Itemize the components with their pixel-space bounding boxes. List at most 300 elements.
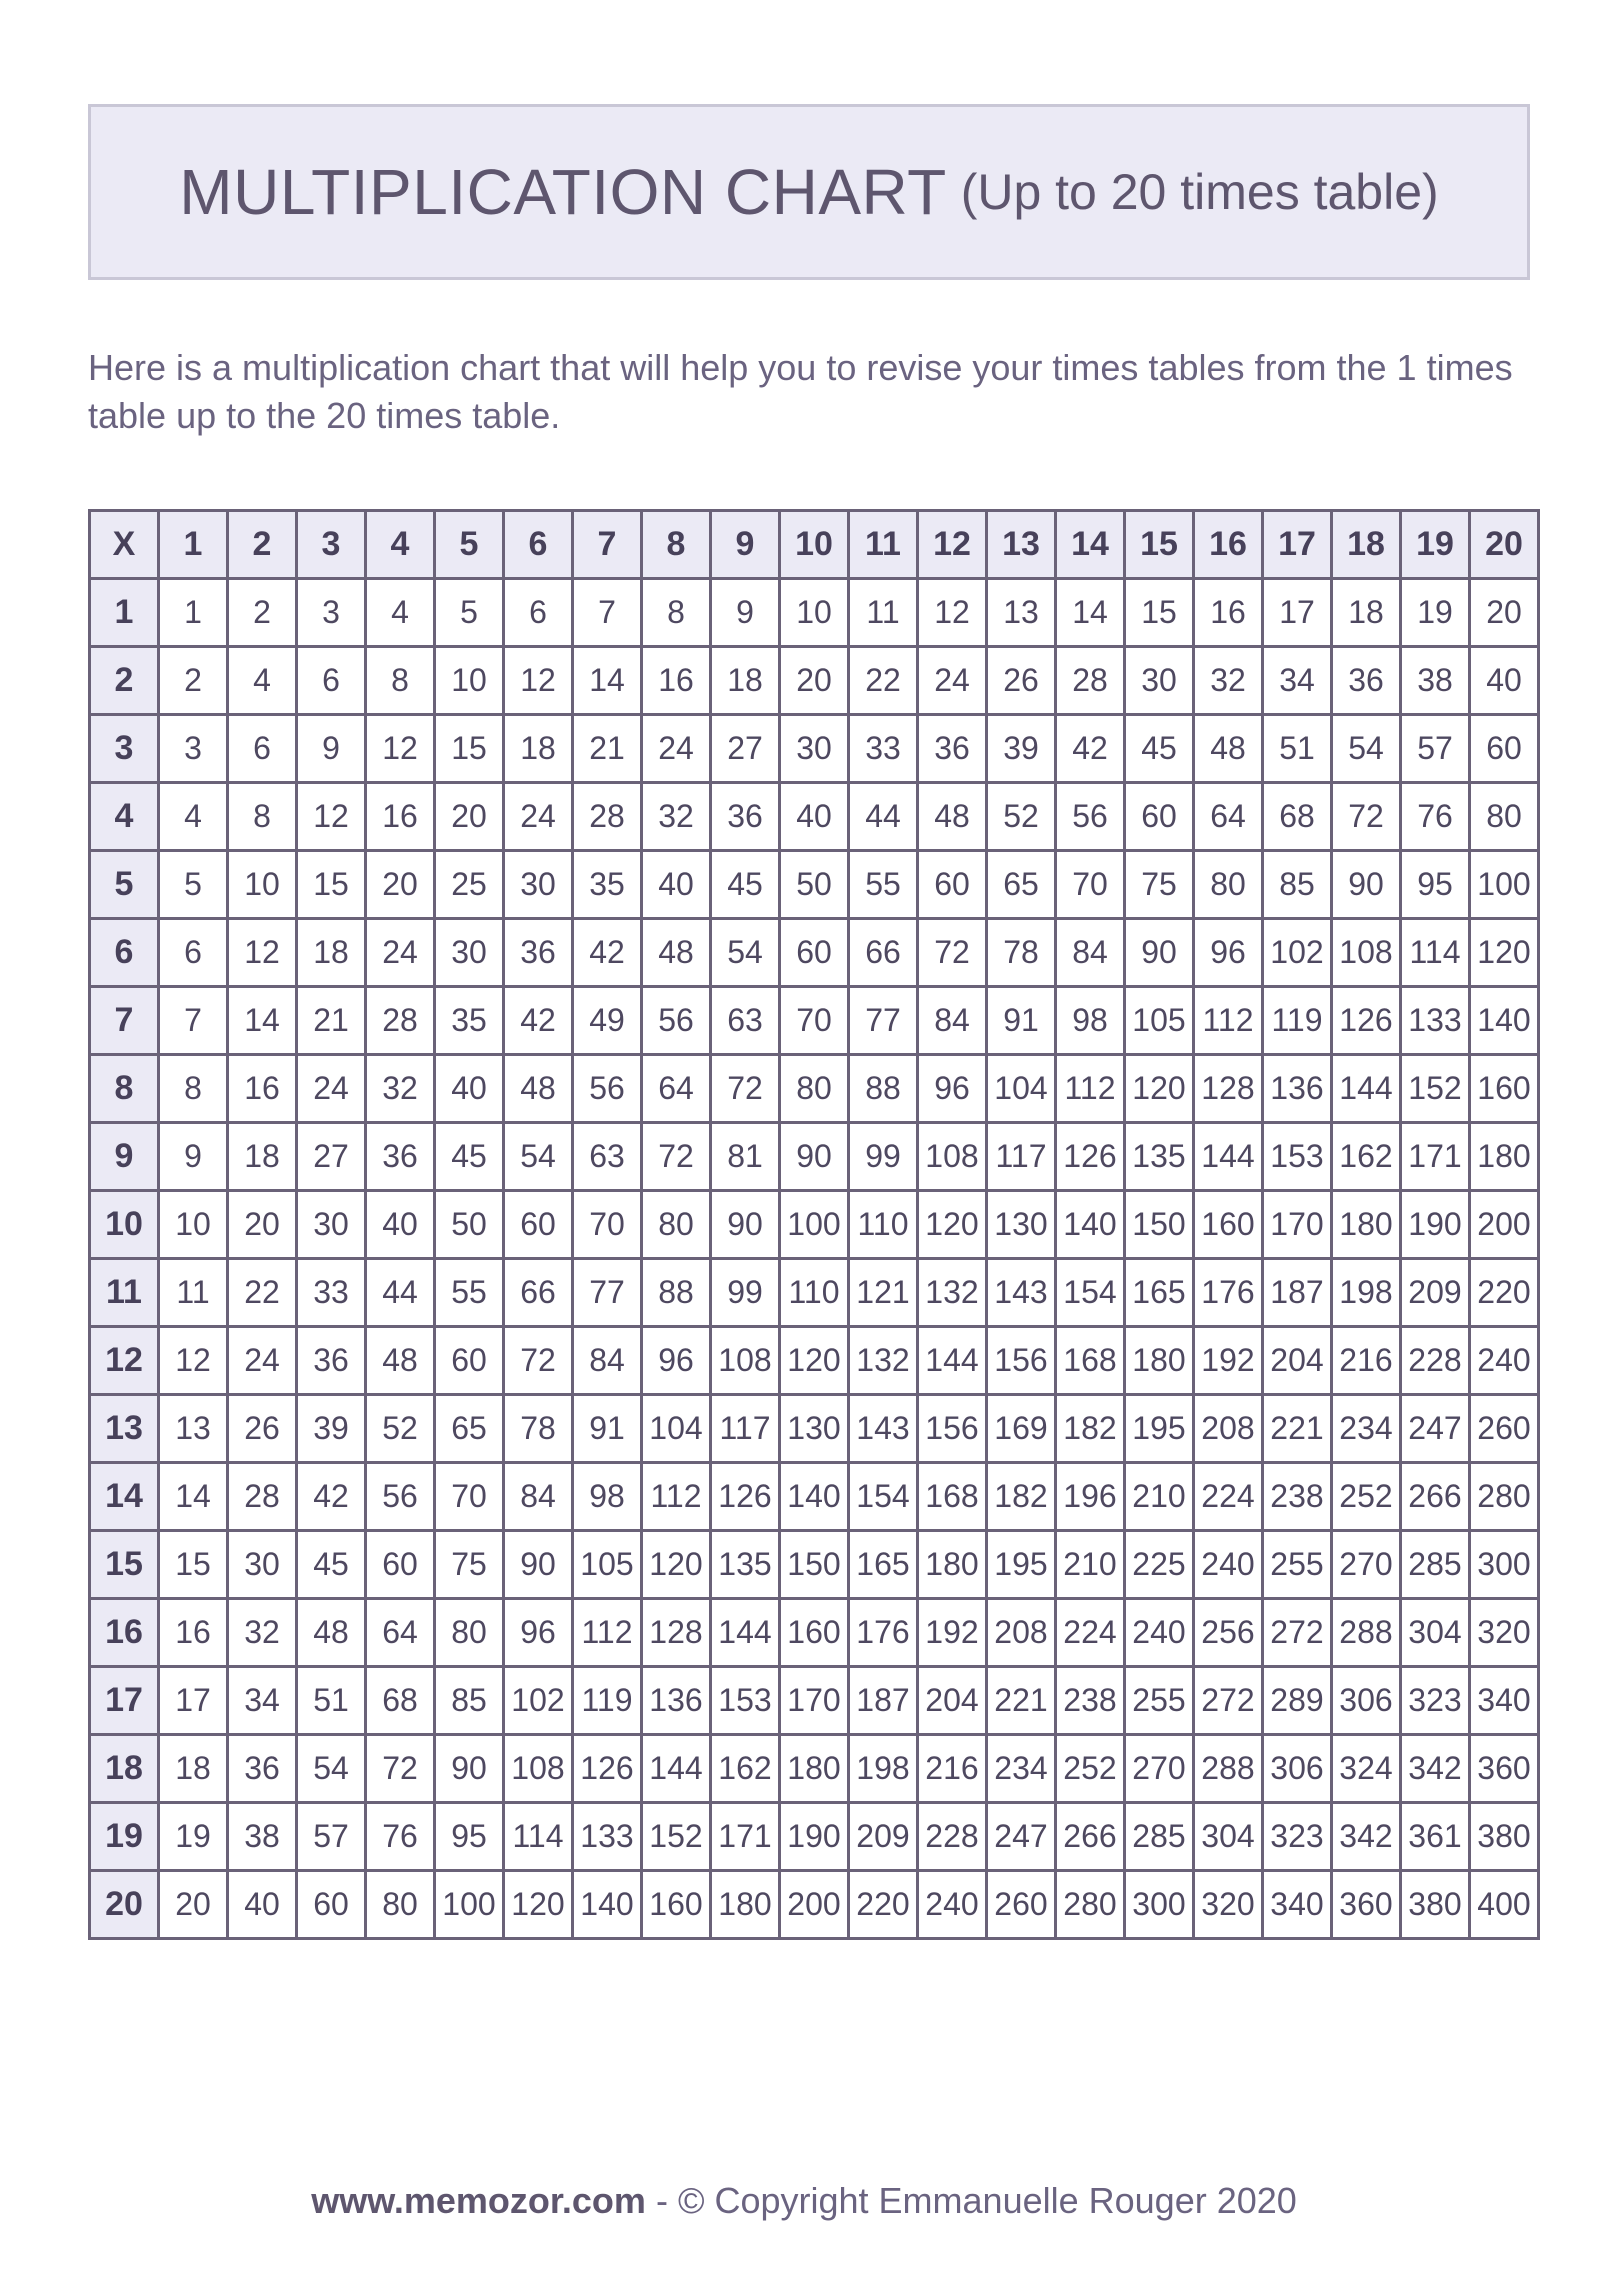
product-cell: 270 [1125, 1735, 1194, 1803]
product-cell: 216 [1332, 1327, 1401, 1395]
product-cell: 36 [1332, 647, 1401, 715]
product-cell: 144 [918, 1327, 987, 1395]
product-cell: 56 [642, 987, 711, 1055]
product-cell: 75 [1125, 851, 1194, 919]
product-cell: 170 [780, 1667, 849, 1735]
product-cell: 400 [1470, 1871, 1539, 1939]
column-header: 16 [1194, 511, 1263, 579]
product-cell: 39 [987, 715, 1056, 783]
product-cell: 54 [504, 1123, 573, 1191]
product-cell: 169 [987, 1395, 1056, 1463]
product-cell: 114 [1401, 919, 1470, 987]
product-cell: 80 [1470, 783, 1539, 851]
product-cell: 90 [435, 1735, 504, 1803]
product-cell: 3 [297, 579, 366, 647]
product-cell: 72 [366, 1735, 435, 1803]
product-cell: 40 [780, 783, 849, 851]
product-cell: 57 [297, 1803, 366, 1871]
product-cell: 2 [159, 647, 228, 715]
product-cell: 40 [435, 1055, 504, 1123]
table-row [90, 1667, 1539, 1735]
product-cell: 84 [504, 1463, 573, 1531]
column-header: 8 [642, 511, 711, 579]
product-cell: 80 [1194, 851, 1263, 919]
product-cell: 60 [504, 1191, 573, 1259]
product-cell: 12 [297, 783, 366, 851]
product-cell: 152 [1401, 1055, 1470, 1123]
product-cell: 2 [228, 579, 297, 647]
product-cell: 300 [1125, 1871, 1194, 1939]
product-cell: 190 [1401, 1191, 1470, 1259]
product-cell: 140 [573, 1871, 642, 1939]
product-cell: 100 [435, 1871, 504, 1939]
product-cell: 182 [987, 1463, 1056, 1531]
product-cell: 170 [1263, 1191, 1332, 1259]
product-cell: 228 [1401, 1327, 1470, 1395]
product-cell: 50 [435, 1191, 504, 1259]
product-cell: 52 [366, 1395, 435, 1463]
product-cell: 64 [1194, 783, 1263, 851]
product-cell: 63 [711, 987, 780, 1055]
product-cell: 36 [297, 1327, 366, 1395]
product-cell: 228 [918, 1803, 987, 1871]
product-cell: 209 [1401, 1259, 1470, 1327]
product-cell: 180 [1332, 1191, 1401, 1259]
product-cell: 12 [159, 1327, 228, 1395]
product-cell: 36 [918, 715, 987, 783]
product-cell: 17 [1263, 579, 1332, 647]
product-cell: 95 [1401, 851, 1470, 919]
product-cell: 153 [1263, 1123, 1332, 1191]
row-header: 15 [90, 1531, 159, 1599]
product-cell: 180 [918, 1531, 987, 1599]
table-row [90, 1735, 1539, 1803]
product-cell: 65 [987, 851, 1056, 919]
product-cell: 192 [1194, 1327, 1263, 1395]
table-row [90, 715, 1539, 783]
product-cell: 6 [297, 647, 366, 715]
product-cell: 100 [780, 1191, 849, 1259]
column-header: 18 [1332, 511, 1401, 579]
product-cell: 98 [573, 1463, 642, 1531]
product-cell: 24 [504, 783, 573, 851]
product-cell: 68 [1263, 783, 1332, 851]
product-cell: 20 [435, 783, 504, 851]
column-header: 3 [297, 511, 366, 579]
product-cell: 35 [435, 987, 504, 1055]
product-cell: 112 [1056, 1055, 1125, 1123]
product-cell: 63 [573, 1123, 642, 1191]
product-cell: 20 [1470, 579, 1539, 647]
product-cell: 108 [918, 1123, 987, 1191]
product-cell: 56 [366, 1463, 435, 1531]
table-row [90, 1871, 1539, 1939]
product-cell: 306 [1263, 1735, 1332, 1803]
product-cell: 361 [1401, 1803, 1470, 1871]
product-cell: 15 [297, 851, 366, 919]
product-cell: 48 [366, 1327, 435, 1395]
product-cell: 9 [711, 579, 780, 647]
product-cell: 120 [780, 1327, 849, 1395]
product-cell: 252 [1332, 1463, 1401, 1531]
product-cell: 42 [573, 919, 642, 987]
product-cell: 96 [642, 1327, 711, 1395]
product-cell: 208 [987, 1599, 1056, 1667]
product-cell: 216 [918, 1735, 987, 1803]
column-header: 4 [366, 511, 435, 579]
product-cell: 165 [1125, 1259, 1194, 1327]
product-cell: 66 [849, 919, 918, 987]
product-cell: 280 [1056, 1871, 1125, 1939]
product-cell: 15 [159, 1531, 228, 1599]
product-cell: 34 [1263, 647, 1332, 715]
product-cell: 130 [987, 1191, 1056, 1259]
table-row [90, 1531, 1539, 1599]
product-cell: 108 [711, 1327, 780, 1395]
column-header: 9 [711, 511, 780, 579]
product-cell: 14 [573, 647, 642, 715]
product-cell: 130 [780, 1395, 849, 1463]
product-cell: 102 [1263, 919, 1332, 987]
product-cell: 64 [642, 1055, 711, 1123]
product-cell: 220 [1470, 1259, 1539, 1327]
row-header: 11 [90, 1259, 159, 1327]
footer-site: www.memozor.com [311, 2180, 646, 2221]
product-cell: 8 [366, 647, 435, 715]
product-cell: 60 [297, 1871, 366, 1939]
product-cell: 25 [435, 851, 504, 919]
product-cell: 14 [159, 1463, 228, 1531]
product-cell: 140 [1056, 1191, 1125, 1259]
column-header: 12 [918, 511, 987, 579]
product-cell: 26 [987, 647, 1056, 715]
product-cell: 35 [573, 851, 642, 919]
product-cell: 72 [504, 1327, 573, 1395]
product-cell: 272 [1194, 1667, 1263, 1735]
product-cell: 380 [1401, 1871, 1470, 1939]
product-cell: 132 [849, 1327, 918, 1395]
product-cell: 144 [1332, 1055, 1401, 1123]
product-cell: 144 [1194, 1123, 1263, 1191]
product-cell: 8 [228, 783, 297, 851]
table-row [90, 1803, 1539, 1871]
product-cell: 30 [228, 1531, 297, 1599]
column-header: 1 [159, 511, 228, 579]
row-header: 1 [90, 579, 159, 647]
product-cell: 119 [573, 1667, 642, 1735]
product-cell: 105 [573, 1531, 642, 1599]
product-cell: 42 [504, 987, 573, 1055]
table-row [90, 1327, 1539, 1395]
product-cell: 56 [573, 1055, 642, 1123]
row-header: 20 [90, 1871, 159, 1939]
product-cell: 9 [297, 715, 366, 783]
product-cell: 96 [918, 1055, 987, 1123]
product-cell: 15 [1125, 579, 1194, 647]
header-row [90, 511, 1539, 579]
product-cell: 120 [1470, 919, 1539, 987]
product-cell: 210 [1056, 1531, 1125, 1599]
product-cell: 171 [711, 1803, 780, 1871]
product-cell: 224 [1194, 1463, 1263, 1531]
product-cell: 168 [918, 1463, 987, 1531]
product-cell: 21 [573, 715, 642, 783]
product-cell: 108 [1332, 919, 1401, 987]
product-cell: 70 [780, 987, 849, 1055]
product-cell: 204 [918, 1667, 987, 1735]
product-cell: 84 [918, 987, 987, 1055]
product-cell: 256 [1194, 1599, 1263, 1667]
product-cell: 16 [1194, 579, 1263, 647]
product-cell: 135 [711, 1531, 780, 1599]
column-header: 7 [573, 511, 642, 579]
product-cell: 22 [849, 647, 918, 715]
product-cell: 27 [297, 1123, 366, 1191]
product-cell: 114 [504, 1803, 573, 1871]
product-cell: 140 [780, 1463, 849, 1531]
product-cell: 12 [918, 579, 987, 647]
row-header: 18 [90, 1735, 159, 1803]
product-cell: 72 [642, 1123, 711, 1191]
product-cell: 247 [987, 1803, 1056, 1871]
product-cell: 288 [1332, 1599, 1401, 1667]
product-cell: 81 [711, 1123, 780, 1191]
product-cell: 252 [1056, 1735, 1125, 1803]
product-cell: 324 [1332, 1735, 1401, 1803]
product-cell: 272 [1263, 1599, 1332, 1667]
column-header: 13 [987, 511, 1056, 579]
product-cell: 280 [1470, 1463, 1539, 1531]
product-cell: 104 [987, 1055, 1056, 1123]
column-header: 20 [1470, 511, 1539, 579]
product-cell: 266 [1056, 1803, 1125, 1871]
product-cell: 260 [987, 1871, 1056, 1939]
product-cell: 289 [1263, 1667, 1332, 1735]
product-cell: 13 [987, 579, 1056, 647]
corner-cell: X [90, 511, 159, 579]
product-cell: 154 [849, 1463, 918, 1531]
table-row [90, 579, 1539, 647]
product-cell: 54 [1332, 715, 1401, 783]
product-cell: 6 [159, 919, 228, 987]
product-cell: 54 [711, 919, 780, 987]
product-cell: 247 [1401, 1395, 1470, 1463]
product-cell: 18 [228, 1123, 297, 1191]
product-cell: 160 [1194, 1191, 1263, 1259]
product-cell: 340 [1263, 1871, 1332, 1939]
product-cell: 72 [1332, 783, 1401, 851]
product-cell: 30 [504, 851, 573, 919]
product-cell: 38 [228, 1803, 297, 1871]
product-cell: 221 [1263, 1395, 1332, 1463]
product-cell: 60 [435, 1327, 504, 1395]
row-header: 17 [90, 1667, 159, 1735]
product-cell: 60 [366, 1531, 435, 1599]
product-cell: 156 [918, 1395, 987, 1463]
product-cell: 96 [1194, 919, 1263, 987]
product-cell: 45 [711, 851, 780, 919]
product-cell: 55 [435, 1259, 504, 1327]
table-row [90, 647, 1539, 715]
product-cell: 5 [159, 851, 228, 919]
page-subtitle: (Up to 20 times table) [960, 164, 1439, 220]
product-cell: 18 [1332, 579, 1401, 647]
product-cell: 10 [780, 579, 849, 647]
product-cell: 91 [987, 987, 1056, 1055]
product-cell: 90 [504, 1531, 573, 1599]
product-cell: 45 [435, 1123, 504, 1191]
product-cell: 33 [297, 1259, 366, 1327]
row-header: 4 [90, 783, 159, 851]
product-cell: 70 [435, 1463, 504, 1531]
column-header: 14 [1056, 511, 1125, 579]
table-row [90, 987, 1539, 1055]
product-cell: 80 [366, 1871, 435, 1939]
product-cell: 187 [849, 1667, 918, 1735]
product-cell: 65 [435, 1395, 504, 1463]
product-cell: 51 [1263, 715, 1332, 783]
product-cell: 15 [435, 715, 504, 783]
product-cell: 120 [918, 1191, 987, 1259]
product-cell: 72 [918, 919, 987, 987]
column-header: 6 [504, 511, 573, 579]
product-cell: 360 [1332, 1871, 1401, 1939]
product-cell: 342 [1332, 1803, 1401, 1871]
product-cell: 40 [642, 851, 711, 919]
product-cell: 285 [1401, 1531, 1470, 1599]
product-cell: 323 [1401, 1667, 1470, 1735]
product-cell: 60 [780, 919, 849, 987]
product-cell: 77 [849, 987, 918, 1055]
row-header: 6 [90, 919, 159, 987]
product-cell: 21 [297, 987, 366, 1055]
product-cell: 225 [1125, 1531, 1194, 1599]
product-cell: 240 [1470, 1327, 1539, 1395]
product-cell: 22 [228, 1259, 297, 1327]
product-cell: 144 [711, 1599, 780, 1667]
table-row [90, 783, 1539, 851]
product-cell: 234 [1332, 1395, 1401, 1463]
product-cell: 48 [642, 919, 711, 987]
product-cell: 162 [711, 1735, 780, 1803]
row-header: 2 [90, 647, 159, 715]
product-cell: 234 [987, 1735, 1056, 1803]
product-cell: 126 [1056, 1123, 1125, 1191]
column-header: 19 [1401, 511, 1470, 579]
product-cell: 30 [435, 919, 504, 987]
row-header: 16 [90, 1599, 159, 1667]
product-cell: 42 [297, 1463, 366, 1531]
product-cell: 18 [159, 1735, 228, 1803]
product-cell: 28 [1056, 647, 1125, 715]
product-cell: 34 [228, 1667, 297, 1735]
product-cell: 24 [228, 1327, 297, 1395]
product-cell: 9 [159, 1123, 228, 1191]
product-cell: 304 [1401, 1599, 1470, 1667]
product-cell: 26 [228, 1395, 297, 1463]
product-cell: 76 [366, 1803, 435, 1871]
product-cell: 30 [297, 1191, 366, 1259]
product-cell: 240 [1125, 1599, 1194, 1667]
product-cell: 6 [228, 715, 297, 783]
product-cell: 45 [297, 1531, 366, 1599]
product-cell: 78 [504, 1395, 573, 1463]
product-cell: 48 [1194, 715, 1263, 783]
product-cell: 10 [159, 1191, 228, 1259]
row-header: 8 [90, 1055, 159, 1123]
product-cell: 91 [573, 1395, 642, 1463]
product-cell: 70 [573, 1191, 642, 1259]
product-cell: 224 [1056, 1599, 1125, 1667]
product-cell: 204 [1263, 1327, 1332, 1395]
product-cell: 380 [1470, 1803, 1539, 1871]
column-header: 17 [1263, 511, 1332, 579]
product-cell: 16 [642, 647, 711, 715]
product-cell: 133 [1401, 987, 1470, 1055]
product-cell: 40 [228, 1871, 297, 1939]
product-cell: 1 [159, 579, 228, 647]
row-header: 12 [90, 1327, 159, 1395]
product-cell: 18 [297, 919, 366, 987]
multiplication-table [88, 509, 1540, 1940]
table-row [90, 851, 1539, 919]
product-cell: 16 [228, 1055, 297, 1123]
product-cell: 128 [1194, 1055, 1263, 1123]
product-cell: 28 [366, 987, 435, 1055]
product-cell: 98 [1056, 987, 1125, 1055]
product-cell: 57 [1401, 715, 1470, 783]
table-row [90, 1055, 1539, 1123]
product-cell: 56 [1056, 783, 1125, 851]
product-cell: 24 [366, 919, 435, 987]
product-cell: 8 [159, 1055, 228, 1123]
column-header: 2 [228, 511, 297, 579]
product-cell: 84 [573, 1327, 642, 1395]
product-cell: 13 [159, 1395, 228, 1463]
product-cell: 160 [780, 1599, 849, 1667]
product-cell: 255 [1125, 1667, 1194, 1735]
row-header: 19 [90, 1803, 159, 1871]
product-cell: 11 [849, 579, 918, 647]
product-cell: 99 [849, 1123, 918, 1191]
product-cell: 208 [1194, 1395, 1263, 1463]
product-cell: 54 [297, 1735, 366, 1803]
product-cell: 187 [1263, 1259, 1332, 1327]
product-cell: 288 [1194, 1735, 1263, 1803]
row-header: 10 [90, 1191, 159, 1259]
product-cell: 80 [642, 1191, 711, 1259]
product-cell: 20 [366, 851, 435, 919]
product-cell: 360 [1470, 1735, 1539, 1803]
product-cell: 152 [642, 1803, 711, 1871]
product-cell: 52 [987, 783, 1056, 851]
product-cell: 44 [366, 1259, 435, 1327]
row-header: 5 [90, 851, 159, 919]
product-cell: 88 [849, 1055, 918, 1123]
product-cell: 20 [780, 647, 849, 715]
product-cell: 180 [1125, 1327, 1194, 1395]
product-cell: 88 [642, 1259, 711, 1327]
product-cell: 195 [1125, 1395, 1194, 1463]
product-cell: 4 [159, 783, 228, 851]
product-cell: 133 [573, 1803, 642, 1871]
product-cell: 112 [642, 1463, 711, 1531]
product-cell: 255 [1263, 1531, 1332, 1599]
product-cell: 44 [849, 783, 918, 851]
product-cell: 27 [711, 715, 780, 783]
product-cell: 10 [228, 851, 297, 919]
product-cell: 112 [1194, 987, 1263, 1055]
